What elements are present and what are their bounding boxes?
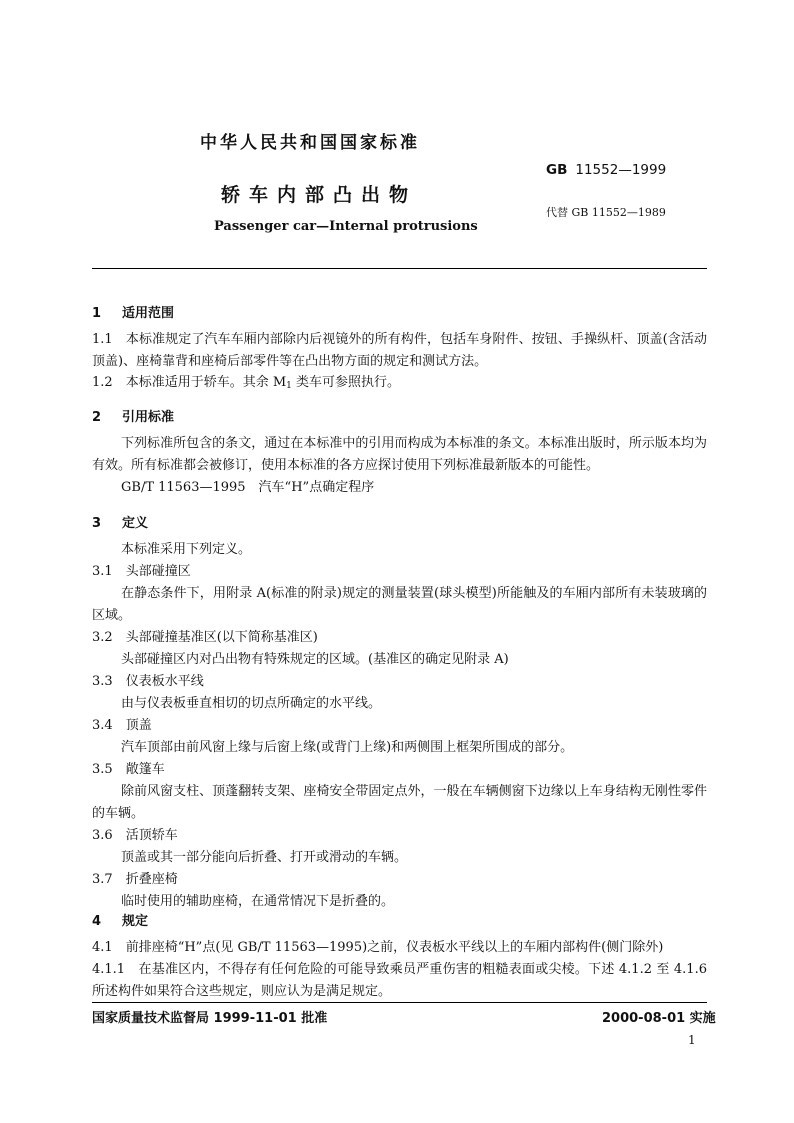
definition-3-7-term xyxy=(92,869,178,891)
definition-3-6-term xyxy=(92,825,178,847)
section-title: 适用范围 xyxy=(122,306,175,321)
section-3-heading xyxy=(92,512,148,531)
replaces-note: 代替 GB 11552—1989 xyxy=(546,206,666,219)
clause-text: 在基准区内，不得存有任何危险的可能导致乘员严重伤害的粗糙表面或尖棱。下述 4.1.2 至 4.1.6 所述构件如果符合这些规定，则应认为是满足规定。 xyxy=(92,962,707,999)
term: 顶盖 xyxy=(125,718,152,733)
definition-3-4-text: 汽车顶部由前风窗上缘与后窗上缘(或背门上缘)和两侧围上框架所围成的部分。 xyxy=(121,740,574,755)
clause-number: 3.1 xyxy=(92,564,113,579)
clause-1-1 xyxy=(92,329,707,373)
section-4-heading xyxy=(92,910,148,929)
clause-4-1 xyxy=(92,937,663,959)
subscript: 1 xyxy=(286,381,292,391)
clause-number: 3.2 xyxy=(92,630,113,645)
clause-number: 3.4 xyxy=(92,718,113,733)
definition-3-2-text: 头部碰撞区内对凸出物有特殊规定的区域。(基准区的确定见附录 A) xyxy=(121,652,509,667)
approval-line: 国家质量技术监督局 1999-11-01 批准 xyxy=(92,1011,328,1026)
definitions-intro: 本标准采用下列定义。 xyxy=(121,542,252,557)
definition-3-3-term xyxy=(92,671,204,693)
section-title: 定义 xyxy=(122,516,149,531)
section-2-heading xyxy=(92,406,174,425)
page-number: 1 xyxy=(688,1033,696,1047)
clause-number: 1.2 xyxy=(92,375,113,390)
definition-3-4-term xyxy=(92,715,152,737)
term: 头部碰撞基准区(以下简称基准区) xyxy=(125,630,318,645)
header-rule xyxy=(92,268,707,269)
clause-1-2 xyxy=(92,372,400,397)
term: 头部碰撞区 xyxy=(125,564,191,579)
reference-entry: GB/T 11563—1995 汽车“H”点确定程序 xyxy=(121,480,375,495)
gb-prefix: GB xyxy=(546,162,568,178)
clause-number: 3.3 xyxy=(92,674,113,689)
definition-3-5-text: 除前风窗支柱、顶蓬翻转支架、座椅安全带固定点外，一般在车辆侧窗下边缘以上车身结构无刚性零件的车辆。 xyxy=(92,784,707,821)
definition-3-1-text: 在静态条件下，用附录 A(标准的附录)规定的测量装置(球头模型)所能触及的车厢内部所有未装玻璃的区域。 xyxy=(92,586,707,623)
clause-number: 1.1 xyxy=(92,332,113,347)
section-number: 1 xyxy=(92,306,102,321)
term: 敞篷车 xyxy=(125,762,165,777)
section-title: 引用标准 xyxy=(122,410,175,425)
clause-number: 3.5 xyxy=(92,762,113,777)
implementation-date: 2000-08-01 实施 xyxy=(602,1011,716,1026)
term: 仪表板水平线 xyxy=(125,674,204,689)
references-paragraph: 下列标准所包含的条文，通过在本标准中的引用而构成为本标准的条文。本标准出版时，所示版本均为有效。所有标准都会被修订，使用本标准的各方应探讨使用下列标准最新版本的可能性。 xyxy=(92,436,707,473)
clause-text: 本标准规定了汽车车厢内部除内后视镜外的所有构件，包括车身附件、按钮、手操纵杆、顶盖(含活动顶盖)、座椅靠背和座椅后部零件等在凸出物方面的规定和测试方法。 xyxy=(92,332,707,369)
clause-text-b: 类车可参照执行。 xyxy=(291,375,401,390)
definition-3-2-term xyxy=(92,627,318,649)
definition-3-1-term xyxy=(92,561,191,583)
definition-3-7-text: 临时使用的辅助座椅，在通常情况下是折叠的。 xyxy=(121,894,395,909)
clause-number: 3.7 xyxy=(92,872,113,887)
clause-number: 3.6 xyxy=(92,828,113,843)
clause-4-1-1 xyxy=(92,959,707,1003)
document-title-cn: 轿车内部凸出物 xyxy=(221,184,418,206)
clause-number: 4.1 xyxy=(92,940,113,955)
standard-number xyxy=(546,162,666,178)
section-number: 4 xyxy=(92,914,102,929)
clause-text: 前排座椅“H”点(见 GB/T 11563—1995)之前，仪表板水平线以上的车厢内部构件(侧门除外) xyxy=(125,940,664,955)
section-title: 规定 xyxy=(122,914,149,929)
section-1-heading xyxy=(92,302,174,321)
national-standard-title: 中华人民共和国国家标准 xyxy=(200,133,420,153)
document-title-en: Passenger car—Internal protrusions xyxy=(214,219,478,234)
definition-3-6-text: 顶盖或其一部分能向后折叠、打开或滑动的车辆。 xyxy=(121,850,408,865)
footer-rule xyxy=(92,1002,707,1003)
term: 活顶轿车 xyxy=(125,828,178,843)
section-number: 3 xyxy=(92,516,102,531)
definition-3-5-term xyxy=(92,759,165,781)
definition-3-3-text: 由与仪表板垂直相切的切点所确定的水平线。 xyxy=(121,696,382,711)
section-number: 2 xyxy=(92,410,102,425)
clause-text-a: 本标准适用于轿车。其余 M xyxy=(125,375,287,390)
term: 折叠座椅 xyxy=(125,872,178,887)
gb-number: 11552—1999 xyxy=(575,162,667,178)
clause-number: 4.1.1 xyxy=(92,962,126,977)
